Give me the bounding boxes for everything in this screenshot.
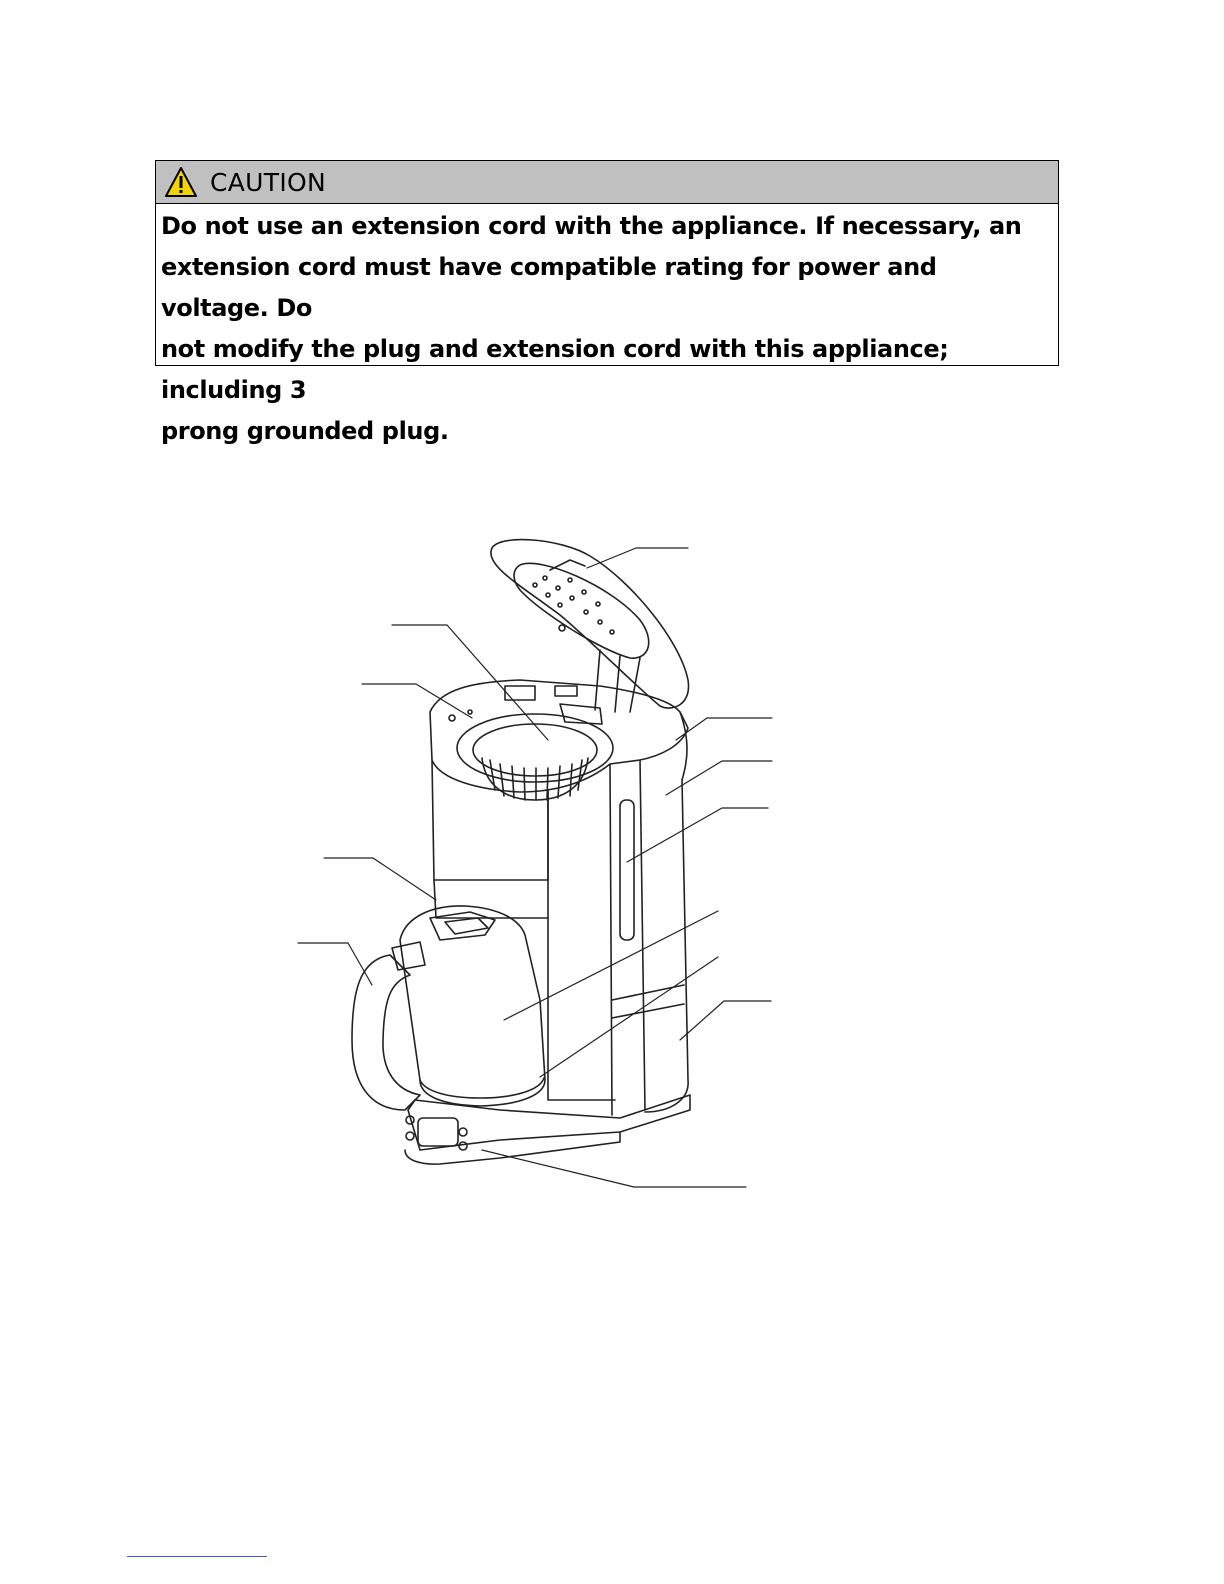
caution-title: CAUTION (210, 167, 326, 197)
caution-line: not modify the plug and extension cord with this appliance; including 3 (161, 335, 949, 404)
base (405, 1095, 690, 1164)
top-housing (430, 680, 688, 800)
caution-line: Do not use an extension cord with the appliance. If necessary, an (161, 212, 1022, 240)
caution-box (155, 160, 1059, 445)
carafe (352, 906, 545, 1110)
caution-line: prong grounded plug. (161, 417, 449, 445)
callout-lines (298, 548, 772, 1187)
caution-line: extension cord must have compatible rating for power and voltage. Do (161, 253, 937, 322)
caution-header (156, 161, 1058, 204)
warning-triangle-icon (164, 166, 198, 198)
caution-text (156, 204, 1058, 452)
coffee-maker-diagram (0, 520, 1224, 1220)
footer-link-underline (127, 1556, 267, 1557)
